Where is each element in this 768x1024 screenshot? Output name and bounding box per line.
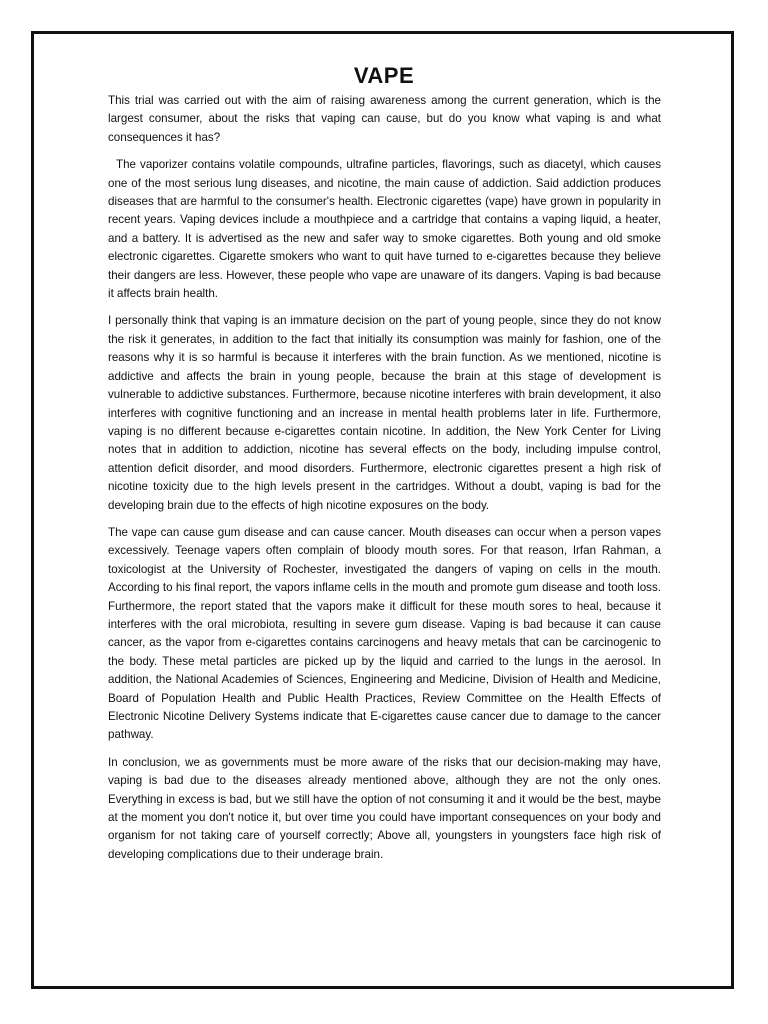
paragraph-intro: This trial was carried out with the aim of raising awareness among the current generation, which is the largest consumer, about the risks that vaping can cause, but do you know what vaping is and what consequences it has? (108, 94, 661, 144)
document-body (108, 92, 661, 873)
paragraph-vaporizer: The vaporizer contains volatile compounds, ultrafine particles, flavorings, such as diacetyl, which causes one of the most serious lung diseases, and nicotine, the main cause of addiction. Said addiction produces diseases that are harmful to the consumer's health. Electronic cigarettes (vape) have grown in popularity in recent years. Vaping devices include a mouthpiece and a cartridge that contains a vaping liquid, a heater, and a battery. It is advertised as the new and safer way to smoke cigarettes. Both young and old smoke electronic cigarettes. Cigarette smokers who want to quit have turned to e-cigarettes because they believe their dangers are less. However, these people who vape are unaware of its dangers. Vaping is bad because it affects brain health. (108, 158, 661, 301)
document-title: VAPE (353, 62, 415, 88)
paragraph-brain-health: I personally think that vaping is an immature decision on the part of young people, since they do not know the risk it generates, in addition to the fact that initially its consumption was mainly for fashion, one of the reasons why it is so harmful is because it interferes with the brain function. As we mentioned, nicotine is addictive and affects the brain in young people, because the brain at this stage of development is vulnerable to addictive substances. Furthermore, because nicotine interferes with brain development, it also interferes with cognitive functioning and an increase in mental health problems later in life. Furthermore, vaping is no different because e-cigarettes contain nicotine. In addition, the New York Center for Living notes that in addition to addiction, nicotine has several effects on the body, including impulse control, attention deficit disorder, and mood disorders. Furthermore, electronic cigarettes present a high risk of nicotine toxicity due to the high levels present in the cartridges. Without a doubt, vaping is bad for the developing brain due to the effects of high nicotine exposures on the body. (108, 314, 661, 512)
paragraph-gum-disease-cancer: The vape can cause gum disease and can cause cancer. Mouth diseases can occur when a person vapes excessively. Teenage vapers often complain of bloody mouth sores. For that reason, Irfan Rahman, a toxicologist at the University of Rochester, investigated the dangers of vaping on cells in the mouth. According to his final report, the vapors inflame cells in the mouth and promote gum disease and tooth loss. Furthermore, the report stated that the vapors make it difficult for these mouth sores to heal, because it interferes with the oral microbiota, resulting in severe gum disease. Vaping is bad because it can cause cancer, as the vapor from e-cigarettes contains carcinogens and heavy metals that can be carcinogenic to the body. These metal particles are picked up by the liquid and carried to the lungs in the aerosol. In addition, the National Academies of Sciences, Engineering and Medicine, Division of Health and Medicine, Board of Population Health and Public Health Practices, Review Committee on the Health Effects of Electronic Nicotine Delivery Systems indicate that E-cigarettes cause cancer due to damage to the cancer pathway. (108, 525, 661, 742)
paragraph-conclusion: In conclusion, we as governments must be more aware of the risks that our decision-making may have, vaping is bad due to the diseases already mentioned above, although they are not the only ones. Everything in excess is bad, but we still have the option of not consuming it and it would be the best, maybe at the moment you don't notice it, but over time you could have important consequences on your body and organism for not taking care of yourself correctly; Above all, youngsters in youngsters face high risk of developing complications due to their underage brain. (108, 755, 661, 861)
